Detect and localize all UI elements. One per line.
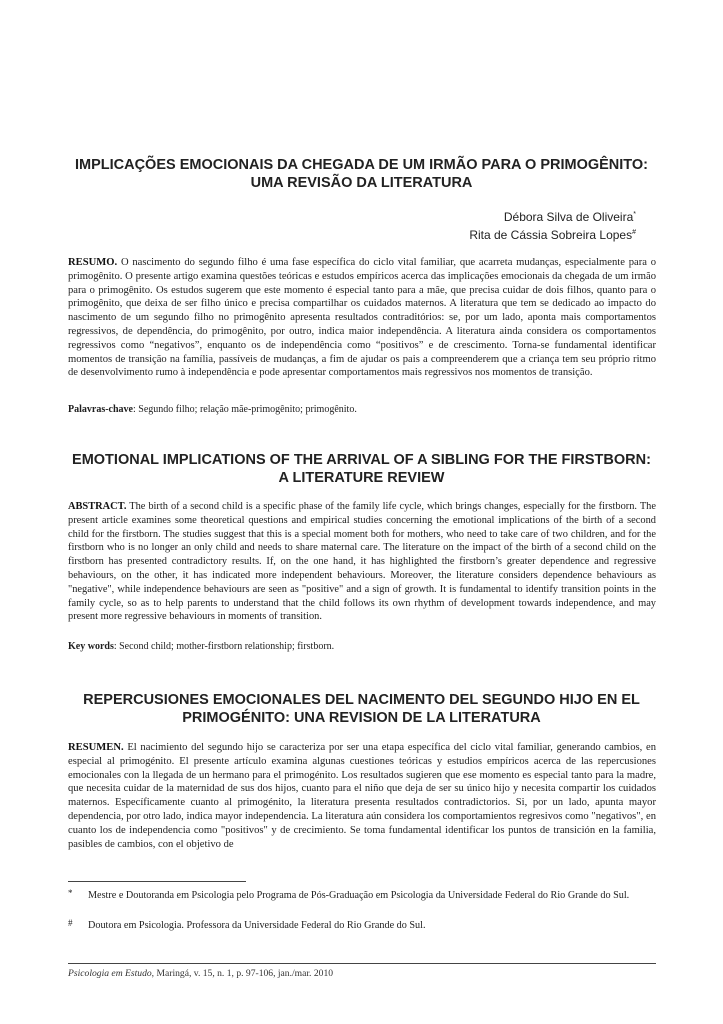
en-abstract-label: ABSTRACT. xyxy=(68,501,127,512)
pt-title-line-1: IMPLICAÇÕES EMOCIONAIS DA CHEGADA DE UM IRMÃO PARA O PRIMOGÊNITO: xyxy=(74,157,649,173)
en-title-line-1: EMOTIONAL IMPLICATIONS OF THE ARRIVAL OF A SIBLING FOR THE FIRSTBORN: xyxy=(72,452,651,468)
author-1-name: Débora Silva de Oliveira xyxy=(503,210,634,224)
pt-keywords xyxy=(68,403,656,416)
es-title-line-1: REPERCUSIONES EMOCIONALES DEL NACIMENTO DEL SEGUNDO HIJO EN EL xyxy=(83,692,640,708)
footnote-2-text: Doutora em Psicologia. Professora da Universidade Federal do Rio Grande do Sul. xyxy=(88,920,426,931)
author-2-name: Rita de Cássia Sobreira Lopes xyxy=(469,228,633,242)
pt-title-line-2: UMA REVISÃO DA LITERATURA xyxy=(250,175,473,191)
footnote-1-mark: * xyxy=(68,888,73,898)
footnote-2-mark: # xyxy=(68,918,73,928)
journal-name: Psicologia em Estudo xyxy=(68,968,152,979)
journal-citation: , Maringá, v. 15, n. 1, p. 97-106, jan./mar. 2010 xyxy=(151,968,334,979)
en-title-line-2: A LITERATURE REVIEW xyxy=(278,470,445,486)
author-1-mark: * xyxy=(633,211,636,218)
pt-title xyxy=(50,156,673,192)
author-2-mark: # xyxy=(632,229,636,236)
pt-keywords-text: : Segundo filho; relação mãe-primogênito; primogênito. xyxy=(133,404,357,415)
en-abstract-text: The birth of a second child is a specific phase of the family life cycle, which brings changes, especially for the firstborn. The present article examines some theoretical questions and empirical studies concerning the emotional implications of the birth of a second child for the firstborn. The studies suggest that this is a special moment both for mothers, who need to take care of two children, and for the firstborn who is no longer an only child and needs to share maternal care. The literature on the impact of the birth of a second child on the firstborn has presented contradictory results. If, on the one hand, it has highlighted the firstborn’s greater dependence and regressive behaviours, on the other, it has indicated more independent behaviours. Moreover, the literature considers dependence behaviours as "negative", while independence behaviours are seen as "positive" and a sign of growth. It is fundamental to identify transition points in the family cycle, so as to help parents to understand that the child follows its own rhythm of development towards independence, and may present more regressive behaviours in moments of transition. xyxy=(68,501,656,623)
es-abstract-text: El nacimiento del segundo hijo se caracteriza por ser una etapa específica del ciclo vital familiar, generando cambios, en especial al primogénito. El presente artículo examina algunas cuestiones teóricas y estudios empíricos acerca de las repercusiones emocionales con la llegada de un hermano para el primogénito. Los resultados sugieren que ese momento es especial tanto para la madre, que necesita cuidar de la maternidad de sus dos hijos, cuanto para el niño que deja de ser su único hijo y necesita compartir los cuidados maternos. Específicamente cuanto al primogénito, la literatura presenta resultados contradictorios. Si, por un lado, apunta mayor dependencia, por otro lado, indica mayor independencia. La literatura aún considera los comportamientos regresivos como "negativos", en cuanto los de independencia como "positivos" y de crecimiento. Se toma fundamental identificar los puntos de transición en la familia, pasibles de cambios, con el objetivo de xyxy=(68,742,656,850)
es-abstract-label: RESUMEN. xyxy=(68,742,124,753)
pt-abstract xyxy=(68,256,656,380)
en-keywords-label: Key words xyxy=(68,641,114,652)
pt-abstract-text: O nascimento do segundo filho é uma fase específica do ciclo vital familiar, que acarreta mudanças, especialmente para o primogênito. O presente artigo examina questões teóricas e estudos empíricos acerca das implicações emocionais da chegada de um irmão para o primogênito. Os estudos sugerem que este momento é especial tanto para a mãe, que precisa cuidar de dois filhos, quanto para o primogênito, que deixa de ser filho único e precisa compartilhar os cuidados maternos. A literatura que tem se dedicado ao impacto do nascimento de um segundo filho no primogênito apresenta resultados contraditórios: se, por um lado, aponta mais comportamentos regressivos, de dependência, do primogênito, por outro, indica maior independência. A literatura ainda considera os comportamentos regressivos como “negativos”, enquanto os de independência como “positivos” e de crescimento. Torna-se fundamental identificar momentos de transição na família, passíveis de mudanças, a fim de ajudar os pais a compreenderem que a criança tem seu próprio ritmo de desenvolvimento rumo à independência e pode apresentar comportamentos mais regressivos nos momentos de transição. xyxy=(68,257,657,379)
author-2 xyxy=(469,225,636,243)
author-list xyxy=(469,207,636,243)
es-abstract xyxy=(68,741,656,851)
en-abstract xyxy=(68,500,656,624)
footnote-1-text: Mestre e Doutoranda em Psicologia pelo Programa de Pós-Graduação em Psicologia da Universidade Federal do Rio Grande do Sul. xyxy=(88,890,630,901)
footnote-1 xyxy=(68,889,656,902)
pt-abstract-label: RESUMO. xyxy=(68,257,118,268)
es-title-line-2: PRIMOGÉNITO: UNA REVISION DE LA LITERATURA xyxy=(182,710,541,726)
journal-footer xyxy=(68,963,656,980)
footnote-divider xyxy=(68,881,246,882)
es-title xyxy=(50,691,673,727)
footnote-2 xyxy=(68,919,656,932)
en-keywords-text: : Second child; mother-firstborn relationship; firstborn. xyxy=(113,641,335,652)
pt-keywords-label: Palavras-chave xyxy=(68,404,133,415)
author-1 xyxy=(469,207,636,225)
en-keywords xyxy=(68,640,656,653)
en-title xyxy=(50,451,673,487)
